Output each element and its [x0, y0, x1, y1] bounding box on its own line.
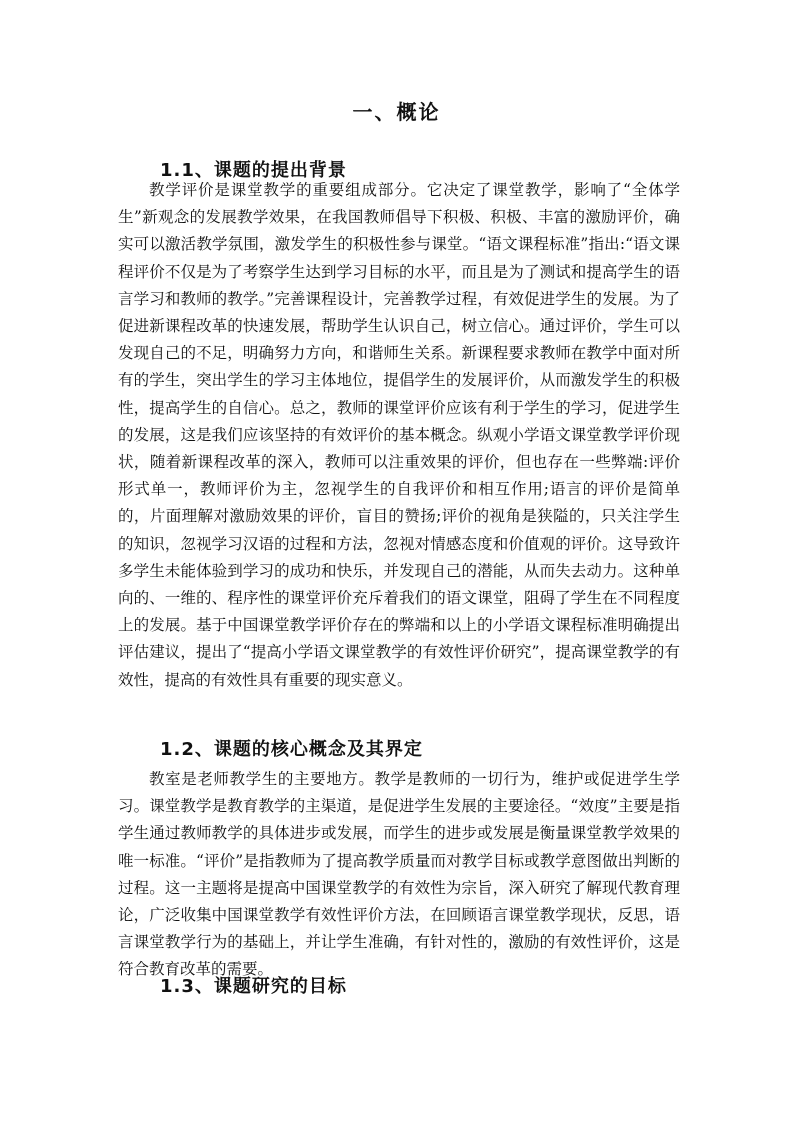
chapter-title: 一、概论 [352, 100, 441, 124]
section-heading-1-3: 1.3、课题研究的目标 [160, 976, 347, 997]
section-heading-1-1: 1.1、课题的提出背景 [160, 160, 347, 181]
section-paragraph-1-1: 教学评价是课堂教学的重要组成部分。它决定了课堂教学，影响了“全体学生”新观念的发展教学效果，在我国教师倡导下积极、积极、丰富的激励评价，确实可以激活教学氛围，激发学生的积极性参与课堂。“语文课程标准”指出:“语文课程评价不仅是为了考察学生达到学习目标的水平，而且是为了测试和提高学生的语言学习和教师的教学。”完善课程设计，完善教学过程，有效促进学生的发展。为了促进新课程改革的快速发展，帮助学生认识自己，树立信心。通过评价，学生可以发现自己的不足，明确努力方向，和谐师生关系。新课程要求教师在教学中面对所有的学生，突出学生的学习主体地位，提倡学生的发展评价，从而激发学生的积极性，提高学生的自信心。总之，教师的课堂评价应该有利于学生的学习，促进学生的发展，这是我们应该坚持的有效评价的基本概念。纵观小学语文课堂教学评价现状，随着新课程改革的深入，教师可以注重效果的评价，但也存在一些弊端:评价形式单一，教师评价为主，忽视学生的自我评价和相互作用;语言的评价是简单的，片面理解对激励效果的评价，盲目的赞扬;评价的视角是狭隘的，只关注学生的知识，忽视学习汉语的过程和方法，忽视对情感态度和价值观的评价。这导致许多学生未能体验到学习的成功和快乐，并发现自己的潜能，从而失去动力。这种单向的、一维的、程序性的课堂评价充斥着我们的语文课堂，阻碍了学生在不同程度上的发展。基于中国课堂教学评价存在的弊端和以上的小学语文课程标准明确提出评估建议，提出了“提高小学语文课堂教学的有效性评价研究”，提高课堂教学的有效性，提高的有效性具有重要的现实意义。 [118, 181, 680, 689]
section-heading-1-2: 1.2、课题的核心概念及其界定 [160, 739, 423, 760]
section-paragraph-1-2: 教室是老师教学生的主要地方。教学是教师的一切行为，维护或促进学生学习。课堂教学是教育教学的主渠道，是促进学生发展的主要途径。“效度”主要是指学生通过教师教学的具体进步或发展，而学生的进步或发展是衡量课堂教学效果的唯一标准。“评价”是指教师为了提高教学质量而对教学目标或教学意图做出判断的过程。这一主题将是提高中国课堂教学的有效性为宗旨，深入研究了解现代教育理论，广泛收集中国课堂教学有效性评价方法，在回顾语言课堂教学现状，反思，语言课堂教学行为的基础上，并让学生准确，有针对性的，激励的有效性评价，这是符合教育改革的需要。 [118, 770, 680, 979]
